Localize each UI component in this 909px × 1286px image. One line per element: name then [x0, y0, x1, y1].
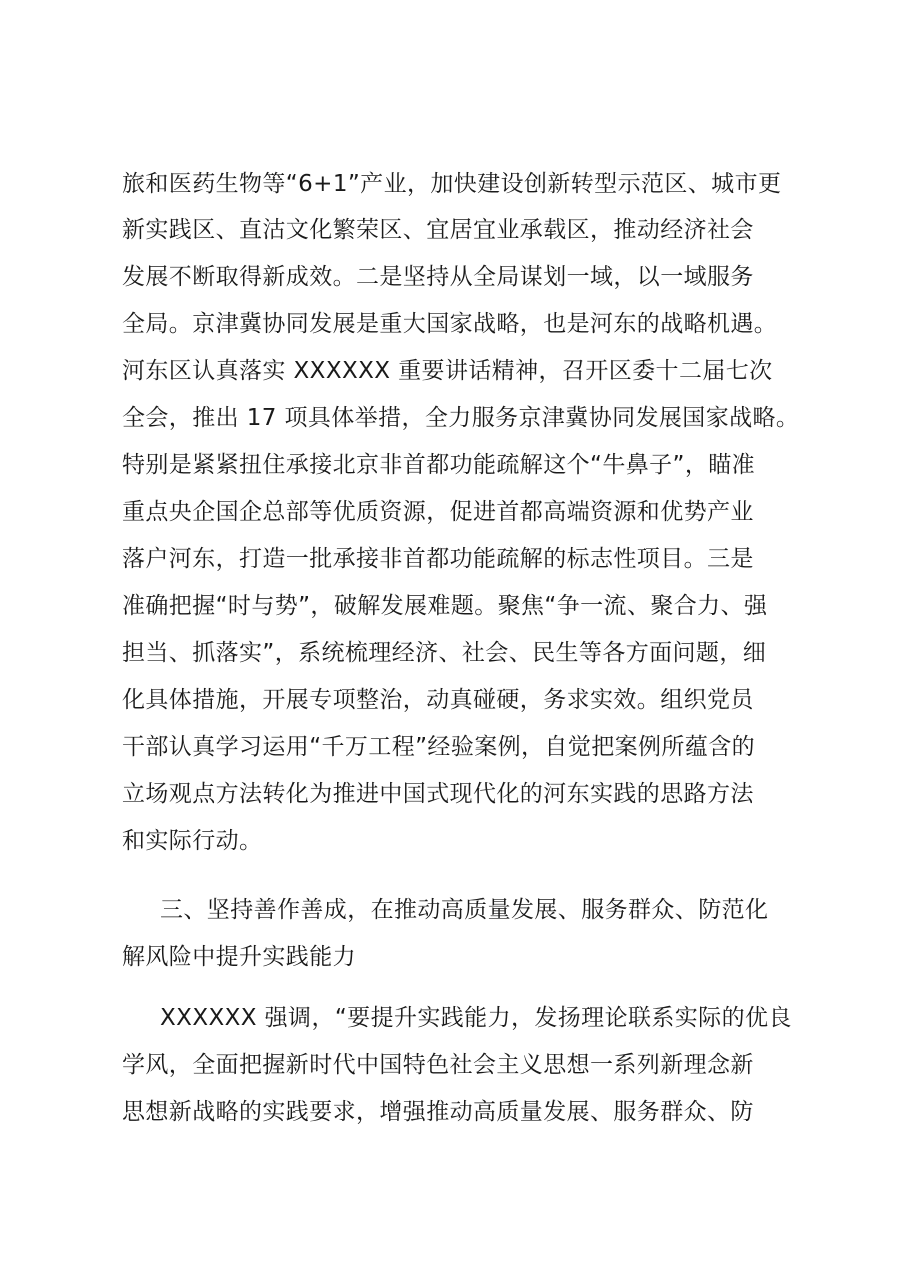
paragraph-line: 重点央企国企总部等优质资源，促进首都高端资源和优势产业 — [122, 499, 754, 525]
paragraph-line: 全会，推出 17 项具体举措，全力服务京津冀协同发展国家战略。 — [122, 405, 800, 431]
paragraph-line: 旅和医药生物等“6+1”产业，加快建设创新转型示范区、城市更 — [122, 171, 782, 197]
section-heading-line: 三、坚持善作善成，在推动高质量发展、服务群众、防范化 — [160, 897, 769, 923]
paragraph-line: 思想新战略的实践要求，增强推动高质量发展、服务群众、防 — [122, 1099, 754, 1125]
paragraph-line: 担当、抓落实”，系统梳理经济、社会、民生等各方面问题，细 — [122, 640, 767, 666]
paragraph-line: 发展不断取得新成效。二是坚持从全局谋划一域，以一域服务 — [122, 264, 754, 290]
paragraph-line: 准确把握“时与势”，破解发展难题。聚焦“争一流、聚合力、强 — [122, 593, 768, 619]
paragraph-line: 化具体措施，开展专项整治，动真碰硬，务求实效。组织党员 — [122, 687, 754, 713]
paragraph-line: 和实际行动。 — [122, 828, 263, 854]
paragraph-line: 特别是紧紧扭住承接北京非首都功能疏解这个“牛鼻子”，瞄准 — [122, 452, 756, 478]
paragraph-line: 立场观点方法转化为推进中国式现代化的河东实践的思路方法 — [122, 781, 754, 807]
paragraph-line: 落户河东，打造一批承接非首都功能疏解的标志性项目。三是 — [122, 546, 754, 572]
paragraph-line: 新实践区、直沽文化繁荣区、宜居宜业承载区，推动经济社会 — [122, 217, 754, 243]
paragraph-line: XXXXXX 强调，“要提升实践能力，发扬理论联系实际的优良 — [160, 1005, 792, 1031]
section-heading-line: 解风险中提升实践能力 — [122, 944, 356, 970]
paragraph-line: 干部认真学习运用“千万工程”经验案例，自觉把案例所蕴含的 — [122, 734, 756, 760]
paragraph-line: 全局。京津冀协同发展是重大国家战略，也是河东的战略机遇。 — [122, 311, 778, 337]
paragraph-line: 河东区认真落实 XXXXXX 重要讲话精神，召开区委十二届七次 — [122, 358, 773, 384]
paragraph-line: 学风，全面把握新时代中国特色社会主义思想一系列新理念新 — [122, 1052, 754, 1078]
